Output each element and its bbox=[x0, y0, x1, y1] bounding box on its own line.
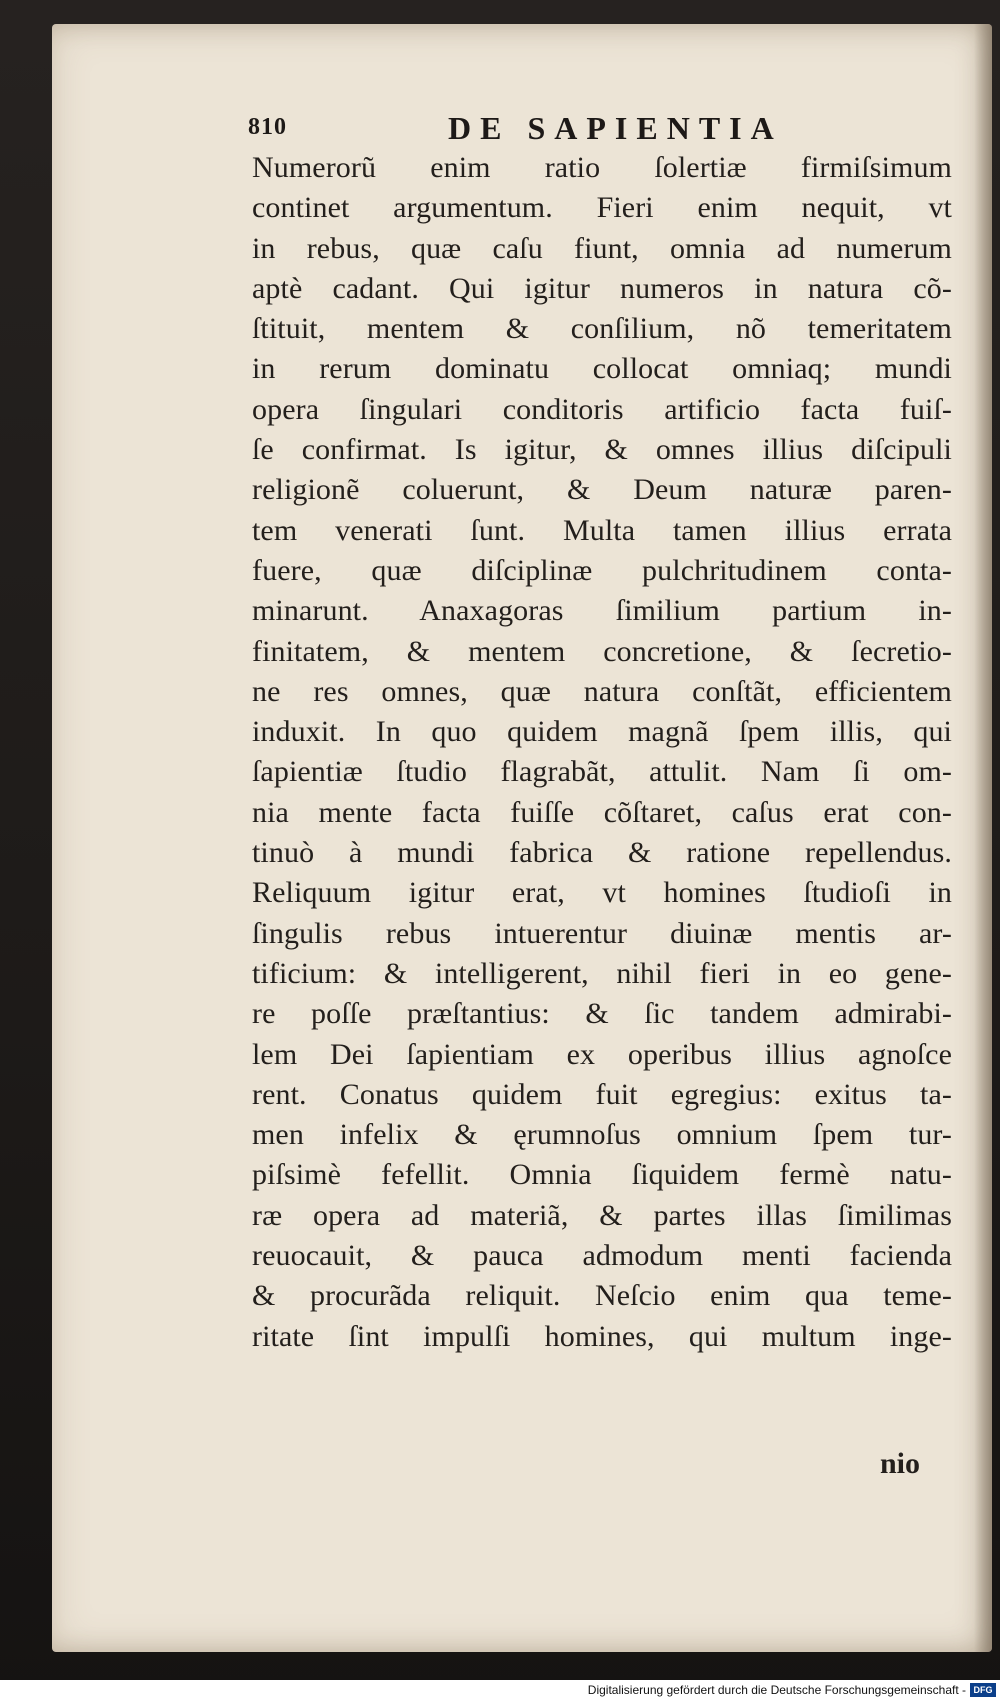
text-line: tem venerati ſunt. Multa tamen illius errata bbox=[252, 513, 952, 547]
text-line: rent. Conatus quidem fuit egregius: exitus ta- bbox=[252, 1077, 952, 1111]
text-line: fuere, quæ diſciplinæ pulchritudinem conta- bbox=[252, 553, 952, 587]
text-line: ne res omnes, quæ natura conſtãt, efficientem bbox=[252, 674, 952, 708]
page-header bbox=[248, 110, 808, 150]
text-line: in rerum dominatu collocat omniaq; mundi bbox=[252, 352, 952, 386]
text-line: men infelix & ęrumnoſus omnium ſpem tur- bbox=[252, 1118, 952, 1152]
body-text bbox=[252, 148, 952, 1357]
text-line: minarunt. Anaxagoras ſimilium partium in- bbox=[252, 594, 952, 628]
text-line: aptè cadant. Qui igitur numeros in natura cõ- bbox=[252, 271, 952, 305]
text-line: continet argumentum. Fieri enim nequit, vt bbox=[252, 191, 952, 225]
text-line: lem Dei ſapientiam ex operibus illius agnoſce bbox=[252, 1037, 952, 1071]
text-line: ſingulis rebus intuerentur diuinæ mentis ar- bbox=[252, 916, 952, 950]
text-line: ſe confirmat. Is igitur, & omnes illius diſcipuli bbox=[252, 433, 952, 467]
text-line: ræ opera ad materiã, & partes illas ſimilimas bbox=[252, 1198, 952, 1232]
text-line: re poſſe præſtantius: & ſic tandem admirabi- bbox=[252, 997, 952, 1031]
text-line: piſsimè fefellit. Omnia ſiquidem fermè natu- bbox=[252, 1158, 952, 1192]
text-line: Reliquum igitur erat, vt homines ſtudioſi in bbox=[252, 876, 952, 910]
footer-bar bbox=[0, 1680, 1000, 1701]
page-edge-shadow bbox=[974, 24, 992, 1652]
text-line: tinuò à mundi fabrica & ratione repellendus. bbox=[252, 836, 952, 870]
funding-credit: Digitalisierung gefördert durch die Deutsche Forschungsgemeinschaft - bbox=[587, 1683, 966, 1697]
dfg-logo: DFG bbox=[970, 1683, 996, 1697]
text-line: ſapientiæ ſtudio flagrabãt, attulit. Nam ſi om- bbox=[252, 755, 952, 789]
text-line: in rebus, quæ caſu fiunt, omnia ad numerum bbox=[252, 231, 952, 265]
text-line: & procurãda reliquit. Neſcio enim qua teme- bbox=[252, 1279, 952, 1313]
text-line: finitatem, & mentem concretione, & ſecretio- bbox=[252, 634, 952, 668]
running-head: DE SAPIENTIA bbox=[448, 110, 783, 146]
catchword: nio bbox=[880, 1447, 921, 1480]
text-line: reuocauit, & pauca admodum menti facienda bbox=[252, 1239, 952, 1273]
text-line: Numerorũ enim ratio ſolertiæ firmiſsimum bbox=[252, 151, 952, 184]
page-number: 810 bbox=[248, 114, 287, 140]
text-line: religionẽ coluerunt, & Deum naturæ paren- bbox=[252, 473, 952, 507]
text-line: nia mente facta fuiſſe cõſtaret, caſus erat con- bbox=[252, 795, 952, 829]
text-line: ſtituit, mentem & conſilium, nõ temeritatem bbox=[252, 312, 952, 346]
text-line: tificium: & intelligerent, nihil fieri in eo gene- bbox=[252, 956, 952, 990]
text-line: ritate ſint impulſi homines, qui multum inge- bbox=[252, 1319, 952, 1353]
text-line: induxit. In quo quidem magnã ſpem illis, qui bbox=[252, 715, 952, 749]
text-line: opera ſingulari conditoris artificio facta fuiſ- bbox=[252, 392, 952, 426]
